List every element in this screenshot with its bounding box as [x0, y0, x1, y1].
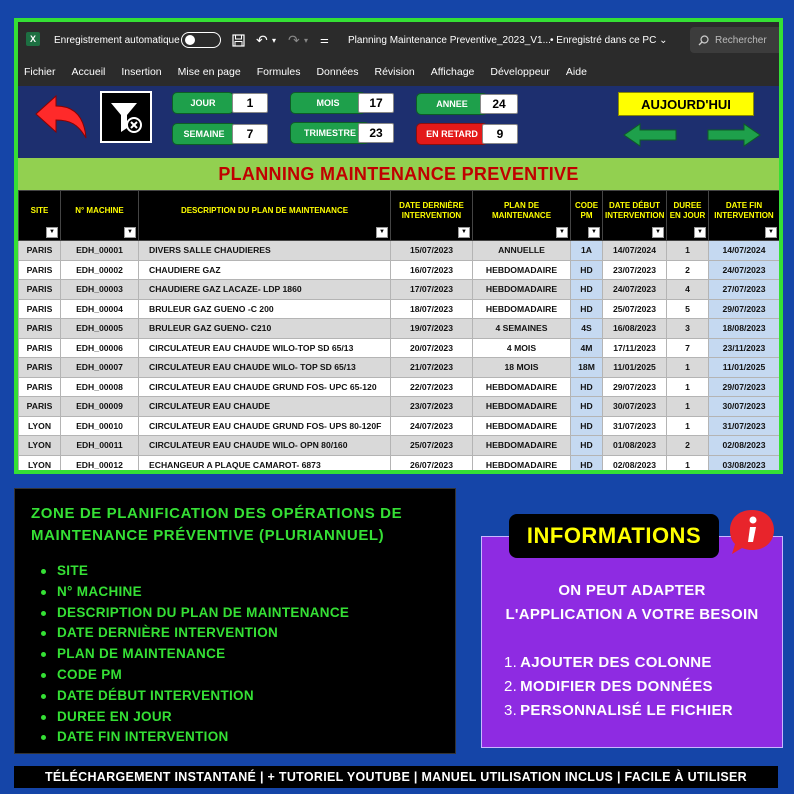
- cell-date-derniere[interactable]: 25/07/2023: [391, 436, 473, 456]
- cell-date-debut[interactable]: 02/08/2023: [603, 455, 667, 474]
- tab-accueil[interactable]: Accueil: [71, 66, 106, 78]
- cell-code-pm[interactable]: 1A: [571, 241, 603, 261]
- cell-date-derniere[interactable]: 20/07/2023: [391, 338, 473, 358]
- back-arrow-icon[interactable]: [32, 92, 90, 142]
- cell-date-fin[interactable]: 29/07/2023: [709, 299, 780, 319]
- table-row: [19, 416, 780, 436]
- cell-date-fin[interactable]: 27/07/2023: [709, 280, 780, 300]
- cell-plan[interactable]: HEBDOMADAIRE: [473, 397, 571, 417]
- filter-dropdown-icon[interactable]: ▼: [588, 227, 600, 238]
- list-item: SITE: [31, 561, 439, 582]
- annee-value: 24: [480, 94, 518, 114]
- today-button[interactable]: AUJOURD'HUI: [618, 92, 754, 116]
- filter-dropdown-icon[interactable]: ▼: [458, 227, 470, 238]
- cell-plan[interactable]: HEBDOMADAIRE: [473, 416, 571, 436]
- cell-code-pm[interactable]: HD: [571, 416, 603, 436]
- cell-date-derniere[interactable]: 24/07/2023: [391, 416, 473, 436]
- table-row: [19, 299, 780, 319]
- header-n-machine[interactable]: N° MACHINE ▼: [61, 191, 139, 241]
- cell-plan[interactable]: ANNUELLE: [473, 241, 571, 261]
- cell-date-derniere[interactable]: 17/07/2023: [391, 280, 473, 300]
- tab-revision[interactable]: Révision: [374, 66, 415, 78]
- cell-duree[interactable]: 2: [667, 260, 709, 280]
- sheet-title: PLANNING MAINTENANCE PREVENTIVE: [18, 158, 779, 190]
- cell-plan[interactable]: HEBDOMADAIRE: [473, 377, 571, 397]
- tab-insertion[interactable]: Insertion: [121, 66, 162, 78]
- save-icon[interactable]: [232, 22, 245, 58]
- table-row: [19, 280, 780, 300]
- cell-description[interactable]: CHAUDIERE GAZ: [139, 260, 391, 280]
- cell-date-debut[interactable]: 11/01/2025: [603, 358, 667, 378]
- table-row: [19, 455, 780, 474]
- cell-n-machine[interactable]: EDH_00009: [61, 397, 139, 417]
- annee-label: ANNEE: [416, 93, 488, 115]
- filter-dropdown-icon[interactable]: ▼: [46, 227, 58, 238]
- header-date-fin-intervention[interactable]: DATE FIN INTERVENTION ▼: [709, 191, 780, 241]
- list-item: 1. AJOUTER DES COLONNE: [504, 654, 712, 671]
- header-duree-en-jour[interactable]: DUREE EN JOUR ▼: [667, 191, 709, 241]
- cell-date-debut[interactable]: 16/08/2023: [603, 319, 667, 339]
- cell-duree[interactable]: 1: [667, 241, 709, 261]
- semaine-value: 7: [232, 124, 268, 144]
- cell-code-pm[interactable]: 4M: [571, 338, 603, 358]
- cell-date-derniere[interactable]: 19/07/2023: [391, 319, 473, 339]
- redo-dropdown-icon[interactable]: ▾: [304, 35, 309, 45]
- list-item: 3. PERSONNALISÉ LE FICHIER: [504, 702, 733, 719]
- cell-plan[interactable]: 4 MOIS: [473, 338, 571, 358]
- previous-arrow-icon[interactable]: [622, 122, 678, 148]
- cell-date-debut[interactable]: 01/08/2023: [603, 436, 667, 456]
- info-message: [482, 579, 782, 627]
- cell-date-debut[interactable]: 29/07/2023: [603, 377, 667, 397]
- search-input[interactable]: [690, 27, 783, 53]
- control-panel: [18, 86, 779, 158]
- autosave-toggle[interactable]: [181, 32, 221, 48]
- cell-n-machine[interactable]: EDH_00002: [61, 260, 139, 280]
- cell-description[interactable]: BRULEUR GAZ GUENO -C 200: [139, 299, 391, 319]
- cell-duree[interactable]: 2: [667, 436, 709, 456]
- cell-date-derniere[interactable]: 22/07/2023: [391, 377, 473, 397]
- cell-date-fin[interactable]: 03/08/2023: [709, 455, 780, 474]
- cell-date-fin[interactable]: 29/07/2023: [709, 377, 780, 397]
- cell-n-machine[interactable]: EDH_00012: [61, 455, 139, 474]
- cell-duree[interactable]: 1: [667, 455, 709, 474]
- list-item: DATE FIN INTERVENTION: [31, 727, 439, 748]
- cell-date-fin[interactable]: 30/07/2023: [709, 397, 780, 417]
- cell-site[interactable]: PARIS: [19, 377, 61, 397]
- cell-description[interactable]: CIRCULATEUR EAU CHAUDE: [139, 397, 391, 417]
- ribbon-tabs: [18, 58, 779, 86]
- cell-description[interactable]: BRULEUR GAZ GUENO- C210: [139, 319, 391, 339]
- cell-site[interactable]: LYON: [19, 436, 61, 456]
- tab-mise-en-page[interactable]: Mise en page: [177, 66, 241, 78]
- cell-n-machine[interactable]: EDH_00008: [61, 377, 139, 397]
- cell-date-fin[interactable]: 31/07/2023: [709, 416, 780, 436]
- planning-zone-panel: [14, 488, 456, 754]
- zone-title: ZONE DE PLANIFICATION DES OPÉRATIONS DE MAINTENANCE PRÉVENTIVE (PLURIANNUEL): [31, 505, 403, 544]
- cell-duree[interactable]: 3: [667, 319, 709, 339]
- table-row: [19, 358, 780, 378]
- cell-date-debut[interactable]: 14/07/2024: [603, 241, 667, 261]
- tab-fichier[interactable]: Fichier: [24, 66, 56, 78]
- cell-date-derniere[interactable]: 18/07/2023: [391, 299, 473, 319]
- cell-duree[interactable]: 1: [667, 416, 709, 436]
- header-date-derniere-intervention[interactable]: DATE DERNIÈRE INTERVENTION ▼: [391, 191, 473, 241]
- cell-code-pm[interactable]: HD: [571, 280, 603, 300]
- cell-description[interactable]: CIRCULATEUR EAU CHAUDE GRUND FOS- UPC 65-120: [139, 377, 391, 397]
- list-item: DUREE EN JOUR: [31, 707, 439, 728]
- cell-date-fin[interactable]: 18/08/2023: [709, 319, 780, 339]
- cell-duree[interactable]: 1: [667, 358, 709, 378]
- cell-date-debut[interactable]: 30/07/2023: [603, 397, 667, 417]
- cell-site[interactable]: PARIS: [19, 319, 61, 339]
- cell-description[interactable]: CIRCULATEUR EAU CHAUDE GRUND FOS- UPS 80-120F: [139, 416, 391, 436]
- cell-date-debut[interactable]: 31/07/2023: [603, 416, 667, 436]
- cell-site[interactable]: PARIS: [19, 260, 61, 280]
- informations-badge: INFORMATIONS: [509, 514, 719, 558]
- filter-button[interactable]: [100, 91, 152, 143]
- info-panel: [481, 536, 783, 748]
- cell-site[interactable]: PARIS: [19, 299, 61, 319]
- cell-duree[interactable]: 5: [667, 299, 709, 319]
- list-item: 2. MODIFIER DES DONNÉES: [504, 678, 713, 695]
- cell-duree[interactable]: 1: [667, 377, 709, 397]
- cell-code-pm[interactable]: HD: [571, 299, 603, 319]
- cell-date-derniere[interactable]: 26/07/2023: [391, 455, 473, 474]
- list-item: DATE DÉBUT INTERVENTION: [31, 686, 439, 707]
- filter-dropdown-icon[interactable]: ▼: [652, 227, 664, 238]
- info-list: [504, 651, 733, 723]
- cell-date-fin[interactable]: 24/07/2023: [709, 260, 780, 280]
- redo-icon[interactable]: ↷: [288, 31, 300, 48]
- table-row: [19, 338, 780, 358]
- cell-plan[interactable]: HEBDOMADAIRE: [473, 280, 571, 300]
- search-icon: [698, 35, 709, 46]
- mois-value: 17: [358, 93, 394, 113]
- table-body: [19, 241, 780, 475]
- footer-banner: TÉLÉCHARGEMENT INSTANTANÉ | + TUTORIEL YOUTUBE | MANUEL UTILISATION INCLUS | FACILE À UTILISER: [14, 766, 778, 788]
- cell-n-machine[interactable]: EDH_00003: [61, 280, 139, 300]
- cell-plan[interactable]: HEBDOMADAIRE: [473, 260, 571, 280]
- info-icon: [726, 506, 778, 558]
- filter-dropdown-icon[interactable]: ▼: [765, 227, 777, 238]
- cell-date-fin[interactable]: 14/07/2024: [709, 241, 780, 261]
- filter-dropdown-icon[interactable]: ▼: [694, 227, 706, 238]
- trimestre-label: TRIMESTRE: [290, 122, 370, 144]
- table-row: [19, 377, 780, 397]
- cell-date-debut[interactable]: 17/11/2023: [603, 338, 667, 358]
- cell-site[interactable]: PARIS: [19, 397, 61, 417]
- header-code-pm[interactable]: CODE PM ▼: [571, 191, 603, 241]
- tab-donnees[interactable]: Données: [316, 66, 359, 78]
- cell-duree[interactable]: 4: [667, 280, 709, 300]
- table-header-row: [19, 191, 780, 241]
- filter-dropdown-icon[interactable]: ▼: [124, 227, 136, 238]
- table-row: [19, 260, 780, 280]
- list-item: CODE PM: [31, 665, 439, 686]
- cell-description[interactable]: CHAUDIERE GAZ LACAZE- LDP 1860: [139, 280, 391, 300]
- autosave-label: Enregistrement automatique: [54, 34, 180, 46]
- cell-site[interactable]: PARIS: [19, 241, 61, 261]
- cell-code-pm[interactable]: 18M: [571, 358, 603, 378]
- en-retard-label: EN RETARD: [416, 123, 488, 145]
- tab-affichage[interactable]: Affichage: [430, 66, 475, 78]
- cell-date-debut[interactable]: 24/07/2023: [603, 280, 667, 300]
- cell-code-pm[interactable]: HD: [571, 436, 603, 456]
- cell-code-pm[interactable]: 4S: [571, 319, 603, 339]
- info-line-2: L'APPLICATION A VOTRE BESOIN: [505, 606, 759, 623]
- customize-toolbar-icon[interactable]: ⚌: [320, 34, 329, 46]
- cell-n-machine[interactable]: EDH_00007: [61, 358, 139, 378]
- cell-date-derniere[interactable]: 16/07/2023: [391, 260, 473, 280]
- header-plan-de-maintenance[interactable]: PLAN DE MAINTENANCE ▼: [473, 191, 571, 241]
- cell-n-machine[interactable]: EDH_00006: [61, 338, 139, 358]
- cell-duree[interactable]: 1: [667, 397, 709, 417]
- tab-aide[interactable]: Aide: [565, 66, 587, 78]
- cell-n-machine[interactable]: EDH_00004: [61, 299, 139, 319]
- jour-value: 1: [232, 93, 268, 113]
- excel-logo-icon: X: [26, 32, 40, 46]
- table-row: [19, 436, 780, 456]
- cell-site[interactable]: PARIS: [19, 280, 61, 300]
- filter-dropdown-icon[interactable]: ▼: [556, 227, 568, 238]
- excel-window: [14, 18, 783, 474]
- trimestre-value: 23: [358, 123, 394, 143]
- list-item: DESCRIPTION DU PLAN DE MAINTENANCE: [31, 603, 439, 624]
- cell-n-machine[interactable]: EDH_00011: [61, 436, 139, 456]
- cell-date-fin[interactable]: 02/08/2023: [709, 436, 780, 456]
- cell-plan[interactable]: HEBDOMADAIRE: [473, 299, 571, 319]
- cell-date-derniere[interactable]: 15/07/2023: [391, 241, 473, 261]
- cell-plan[interactable]: HEBDOMADAIRE: [473, 436, 571, 456]
- header-date-debut-intervention[interactable]: DATE DÉBUT INTERVENTION ▼: [603, 191, 667, 241]
- title-bar: [18, 22, 779, 58]
- table-row: [19, 319, 780, 339]
- cell-description[interactable]: CIRCULATEUR EAU CHAUDE WILO- TOP SD 65/13: [139, 358, 391, 378]
- info-line-1: ON PEUT ADAPTER: [558, 582, 706, 599]
- cell-date-fin[interactable]: 11/01/2025: [709, 358, 780, 378]
- mois-label: MOIS: [290, 92, 366, 114]
- cell-site[interactable]: PARIS: [19, 358, 61, 378]
- cell-description[interactable]: DIVERS SALLE CHAUDIERES: [139, 241, 391, 261]
- cell-date-derniere[interactable]: 23/07/2023: [391, 397, 473, 417]
- list-item: PLAN DE MAINTENANCE: [31, 644, 439, 665]
- cell-site[interactable]: PARIS: [19, 338, 61, 358]
- cell-code-pm[interactable]: HD: [571, 455, 603, 474]
- tab-developpeur[interactable]: Développeur: [490, 66, 550, 78]
- cell-plan[interactable]: 4 SEMAINES: [473, 319, 571, 339]
- cell-n-machine[interactable]: EDH_00001: [61, 241, 139, 261]
- cell-date-debut[interactable]: 25/07/2023: [603, 299, 667, 319]
- jour-label: JOUR: [172, 92, 234, 114]
- cell-plan[interactable]: 18 MOIS: [473, 358, 571, 378]
- cell-description[interactable]: CIRCULATEUR EAU CHAUDE WILO-TOP SD 65/13: [139, 338, 391, 358]
- cell-code-pm[interactable]: HD: [571, 377, 603, 397]
- clear-filter-icon: [107, 98, 145, 136]
- filter-dropdown-icon[interactable]: ▼: [376, 227, 388, 238]
- next-arrow-icon[interactable]: [706, 122, 762, 148]
- en-retard-value: 9: [482, 124, 518, 144]
- maintenance-table: [18, 190, 780, 474]
- semaine-label: SEMAINE: [172, 123, 236, 145]
- tab-formules[interactable]: Formules: [256, 66, 301, 78]
- search-placeholder: Rechercher: [715, 34, 767, 46]
- cell-date-derniere[interactable]: 21/07/2023: [391, 358, 473, 378]
- cell-site[interactable]: LYON: [19, 416, 61, 436]
- header-description[interactable]: DESCRIPTION DU PLAN DE MAINTENANCE ▼: [139, 191, 391, 241]
- cell-n-machine[interactable]: EDH_00005: [61, 319, 139, 339]
- table-row: [19, 241, 780, 261]
- cell-date-fin[interactable]: 23/11/2023: [709, 338, 780, 358]
- list-item: N° MACHINE: [31, 582, 439, 603]
- cell-code-pm[interactable]: HD: [571, 260, 603, 280]
- save-status[interactable]: • Enregistré dans ce PC ⌄: [550, 34, 668, 46]
- cell-date-debut[interactable]: 23/07/2023: [603, 260, 667, 280]
- cell-description[interactable]: ECHANGEUR A PLAQUE CAMAROT- 6873: [139, 455, 391, 474]
- table-row: [19, 397, 780, 417]
- document-title: Planning Maintenance Preventive_2023_V1...: [348, 34, 551, 46]
- undo-icon[interactable]: ↶: [256, 31, 268, 48]
- cell-code-pm[interactable]: HD: [571, 397, 603, 417]
- cell-n-machine[interactable]: EDH_00010: [61, 416, 139, 436]
- zone-list: [31, 561, 439, 748]
- cell-description[interactable]: CIRCULATEUR EAU CHAUDE WILO- OPN 80/160: [139, 436, 391, 456]
- cell-plan[interactable]: HEBDOMADAIRE: [473, 455, 571, 474]
- header-site[interactable]: SITE ▼: [19, 191, 61, 241]
- cell-duree[interactable]: 7: [667, 338, 709, 358]
- cell-site[interactable]: LYON: [19, 455, 61, 474]
- list-item: DATE DERNIÈRE INTERVENTION: [31, 623, 439, 644]
- undo-dropdown-icon[interactable]: ▾: [272, 35, 277, 45]
